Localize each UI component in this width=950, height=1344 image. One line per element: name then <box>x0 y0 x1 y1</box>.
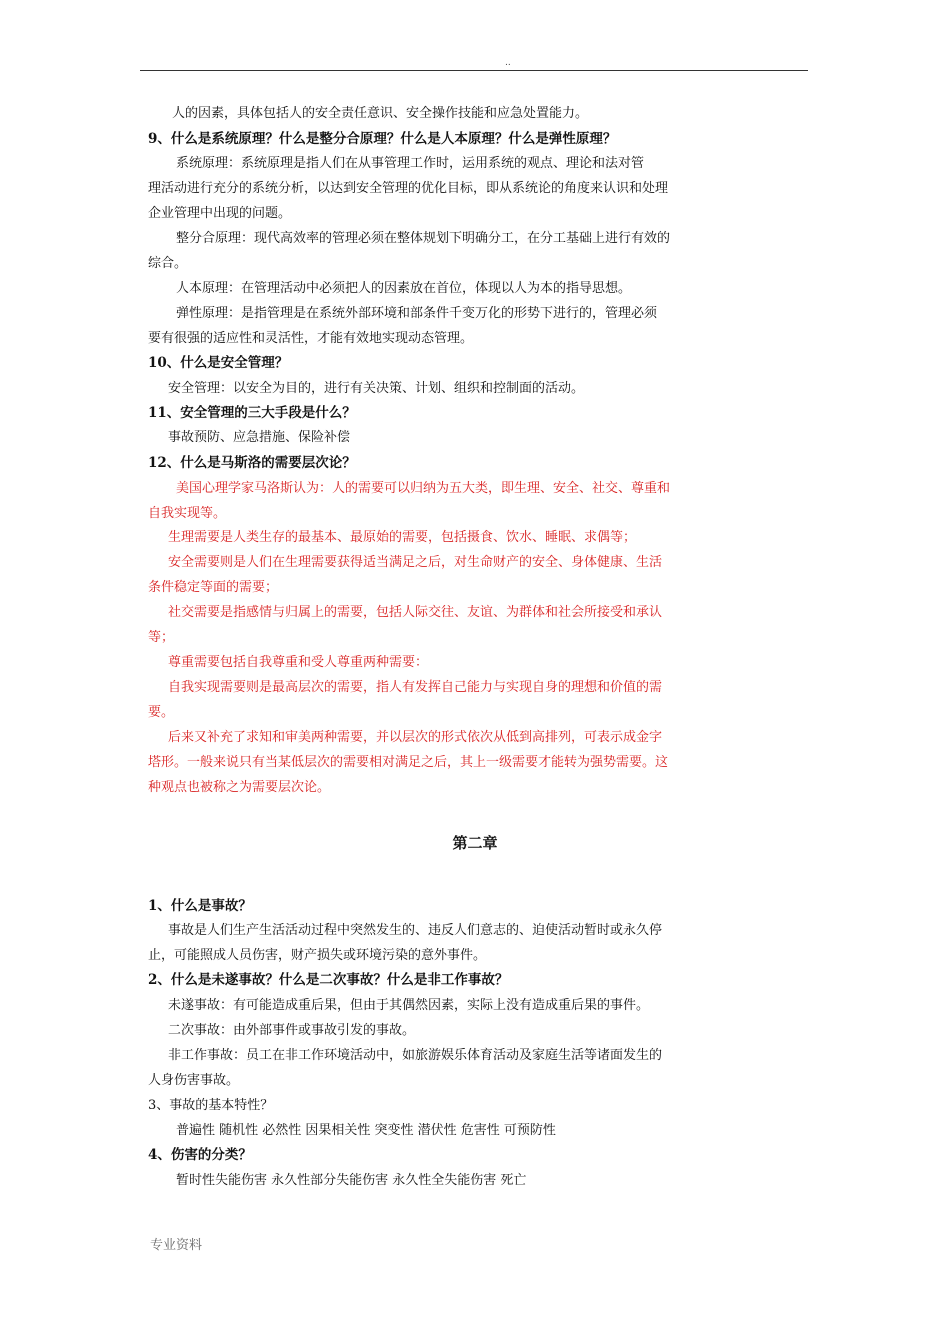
question-heading: 12、什么是马斯洛的需要层次论？ <box>148 455 356 471</box>
question-heading: 9、什么是系统原理？什么是整分合原理？什么是人本原理？什么是弹性原理？ <box>148 131 617 147</box>
red-text-line: 后来又补充了求知和审美两种需要，并以层次的形式依次从低到高排列，可表示成金字 <box>168 730 663 745</box>
red-text-line: 自我实现需要则是最高层次的需要，指人有发挥自己能力与实现自身的理想和价值的需 <box>168 680 663 695</box>
header-rule <box>140 70 808 71</box>
text-line: 非工作事故：员工在非工作环境活动中，如旅游娱乐体育活动及家庭生活等诸面发生的 <box>168 1048 663 1063</box>
red-text-line: 安全需要则是人们在生理需要获得适当满足之后，对生命财产的安全、身体健康、生活 <box>168 555 663 570</box>
chapter-title: 第二章 <box>452 834 498 852</box>
red-text-line: 自我实现等。 <box>148 506 227 521</box>
red-text-line: 等； <box>148 630 175 645</box>
trait-list: 普遍性 随机性 必然性 因果相关性 突变性 潜伏性 危害性 可预防性 <box>176 1123 556 1138</box>
text-line: 整分合原理：现代高效率的管理必须在整体规划下明确分工，在分工基础上进行有效的 <box>176 231 671 246</box>
text-line: 系统原理：系统原理是指人们在从事管理工作时，运用系统的观点、理论和法对管 <box>176 156 645 171</box>
red-text-line: 社交需要是指感情与归属上的需要，包括人际交往、友谊、为群体和社会所接受和承认 <box>168 605 663 620</box>
header-mark: .. <box>505 58 511 68</box>
text-line: 人的因素，具体包括人的安全责任意识、安全操作技能和应急处置能力。 <box>172 106 589 121</box>
question-heading: 4、伤害的分类？ <box>148 1147 252 1163</box>
red-text-line: 要。 <box>148 705 175 720</box>
red-text-line: 塔形。一般来说只有当某低层次的需要相对满足之后，其上一级需要才能转为强势需要。这 <box>148 755 669 770</box>
text-line: 未遂事故：有可能造成重后果，但由于其偶然因素，实际上没有造成重后果的事件。 <box>168 998 650 1013</box>
question-heading: 1、什么是事故？ <box>148 898 252 914</box>
red-text-line: 美国心理学家马洛斯认为：人的需要可以归纳为五大类，即生理、安全、社交、尊重和 <box>176 481 671 496</box>
text-line: 要有很强的适应性和灵活性，才能有效地实现动态管理。 <box>148 331 474 346</box>
question-heading: 10、什么是安全管理？ <box>148 355 289 371</box>
injury-list: 暂时性失能伤害 永久性部分失能伤害 永久性全失能伤害 死亡 <box>176 1173 527 1188</box>
text-line: 企业管理中出现的问题。 <box>148 206 292 221</box>
footer-label: 专业资料 <box>150 1238 203 1253</box>
text-line: 弹性原理：是指管理是在系统外部环境和部条件千变万化的形势下进行的，管理必须 <box>176 306 658 321</box>
question-heading: 3、事故的基本特性？ <box>148 1098 274 1113</box>
text-line: 安全管理：以安全为目的，进行有关决策、计划、组织和控制面的活动。 <box>168 381 585 396</box>
text-line: 人本原理：在管理活动中必须把人的因素放在首位，体现以人为本的指导思想。 <box>176 281 632 296</box>
red-text-line: 条件稳定等面的需要； <box>148 580 279 595</box>
text-line: 止，可能照成人员伤害，财产损失或环境污染的意外事件。 <box>148 948 487 963</box>
text-line: 事故是人们生产生活活动过程中突然发生的、违反人们意志的、迫使活动暂时或永久停 <box>168 923 663 938</box>
red-text-line: 种观点也被称之为需要层次论。 <box>148 780 331 795</box>
red-text-line: 生理需要是人类生存的最基本、最原始的需要，包括摄食、饮水、睡眠、求偶等； <box>168 530 637 545</box>
question-heading: 11、安全管理的三大手段是什么？ <box>148 405 356 421</box>
text-line: 事故预防、应急措施、保险补偿 <box>168 430 351 445</box>
red-text-line: 尊重需要包括自我尊重和受人尊重两种需要： <box>168 655 429 670</box>
text-line: 综合。 <box>148 256 188 271</box>
text-line: 理活动进行充分的系统分析，以达到安全管理的优化目标，即从系统论的角度来认识和处理 <box>148 181 669 196</box>
text-line: 人身伤害事故。 <box>148 1073 240 1088</box>
text-line: 二次事故：由外部事件或事故引发的事故。 <box>168 1023 416 1038</box>
question-heading: 2、什么是未遂事故？什么是二次事故？什么是非工作事故？ <box>148 972 509 988</box>
